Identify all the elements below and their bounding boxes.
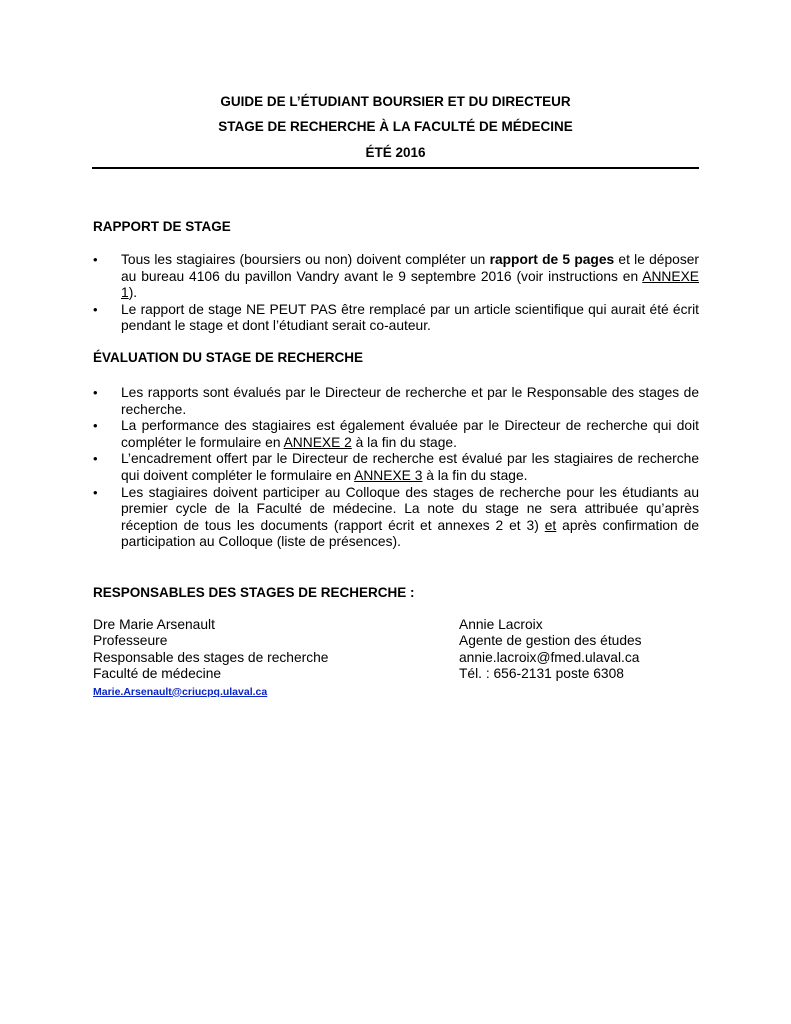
bullet-icon: • bbox=[93, 385, 98, 400]
list-item: • Tous les stagiaires (boursiers ou non) doivent compléter un rapport de 5 pages et le déposer au bureau 4106 du pavillon Vandry avant le 9 septembre 2016 (voir instructions en ANNEXE 1). bbox=[93, 252, 699, 301]
list-item: • Les rapports sont évalués par le Directeur de recherche et par le Responsable des stages de recherche. bbox=[93, 385, 699, 417]
document-title-line-1: GUIDE DE L’ÉTUDIANT BOURSIER ET DU DIRECTEUR bbox=[220, 94, 571, 109]
document-title-line-3: ÉTÉ 2016 bbox=[365, 145, 426, 160]
list-item: • Le rapport de stage NE PEUT PAS être remplacé par un article scientifique qui aurait été écrit pendant le stage et dont l’étudiant serait co-auteur. bbox=[93, 301, 699, 334]
contact-role: Agente de gestion des études bbox=[459, 633, 642, 649]
contact-faculty: Faculté de médecine bbox=[93, 666, 222, 682]
bullet-icon: • bbox=[93, 301, 98, 317]
contact-phone: Tél. : 656-2131 poste 6308 bbox=[459, 666, 624, 682]
annexe-1-link[interactable]: ANNEXE 1 bbox=[121, 268, 699, 301]
bullet-icon: • bbox=[93, 484, 98, 500]
contact-card-arsenault bbox=[93, 617, 328, 699]
contact-name: Annie Lacroix bbox=[459, 617, 543, 632]
bullet-icon: • bbox=[93, 418, 98, 434]
evaluation-list bbox=[93, 385, 699, 551]
document-title-line-2: STAGE DE RECHERCHE À LA FACULTÉ DE MÉDECINE bbox=[218, 119, 573, 134]
rapport-list bbox=[93, 252, 699, 335]
header-divider bbox=[92, 167, 699, 169]
contact-name: Dre Marie Arsenault bbox=[93, 617, 215, 632]
list-item: • L’encadrement offert par le Directeur de recherche est évalué par les stagiaires de recherche qui doivent compléter le formulaire en ANNEXE 3 à la fin du stage. bbox=[93, 451, 699, 483]
list-item: • La performance des stagiaires est également évaluée par le Directeur de recherche qui doit compléter le formulaire en ANNEXE 2 à la fin du stage. bbox=[93, 418, 699, 450]
section-title-responsables: RESPONSABLES DES STAGES DE RECHERCHE : bbox=[93, 585, 415, 600]
contact-role: Professeure bbox=[93, 633, 168, 649]
et-underlined-text: et bbox=[544, 517, 557, 533]
rapport-length-emphasis: rapport de 5 pages bbox=[489, 252, 615, 267]
section-title-evaluation: ÉVALUATION DU STAGE DE RECHERCHE bbox=[93, 350, 364, 365]
bullet-icon: • bbox=[93, 451, 98, 467]
bullet-icon: • bbox=[93, 252, 98, 267]
contact-card-lacroix bbox=[459, 617, 642, 683]
contact-email: annie.lacroix@fmed.ulaval.ca bbox=[459, 649, 640, 665]
contact-position: Responsable des stages de recherche bbox=[93, 649, 329, 665]
annexe-3-link[interactable]: ANNEXE 3 bbox=[354, 467, 423, 483]
section-title-rapport: RAPPORT DE STAGE bbox=[93, 219, 231, 234]
list-item: • Les stagiaires doivent participer au Colloque des stages de recherche pour les étudiants au premier cycle de la Faculté de médecine. La note du stage ne sera attribuée qu’après réception de tous les documents (rapport écrit et annexes 2 et 3) et après confirmation de participation au Colloque (liste de présences). bbox=[93, 484, 699, 550]
annexe-2-link[interactable]: ANNEXE 2 bbox=[283, 434, 352, 450]
contact-email-link[interactable]: Marie.Arsenault@criucpq.ulaval.ca bbox=[93, 685, 268, 698]
